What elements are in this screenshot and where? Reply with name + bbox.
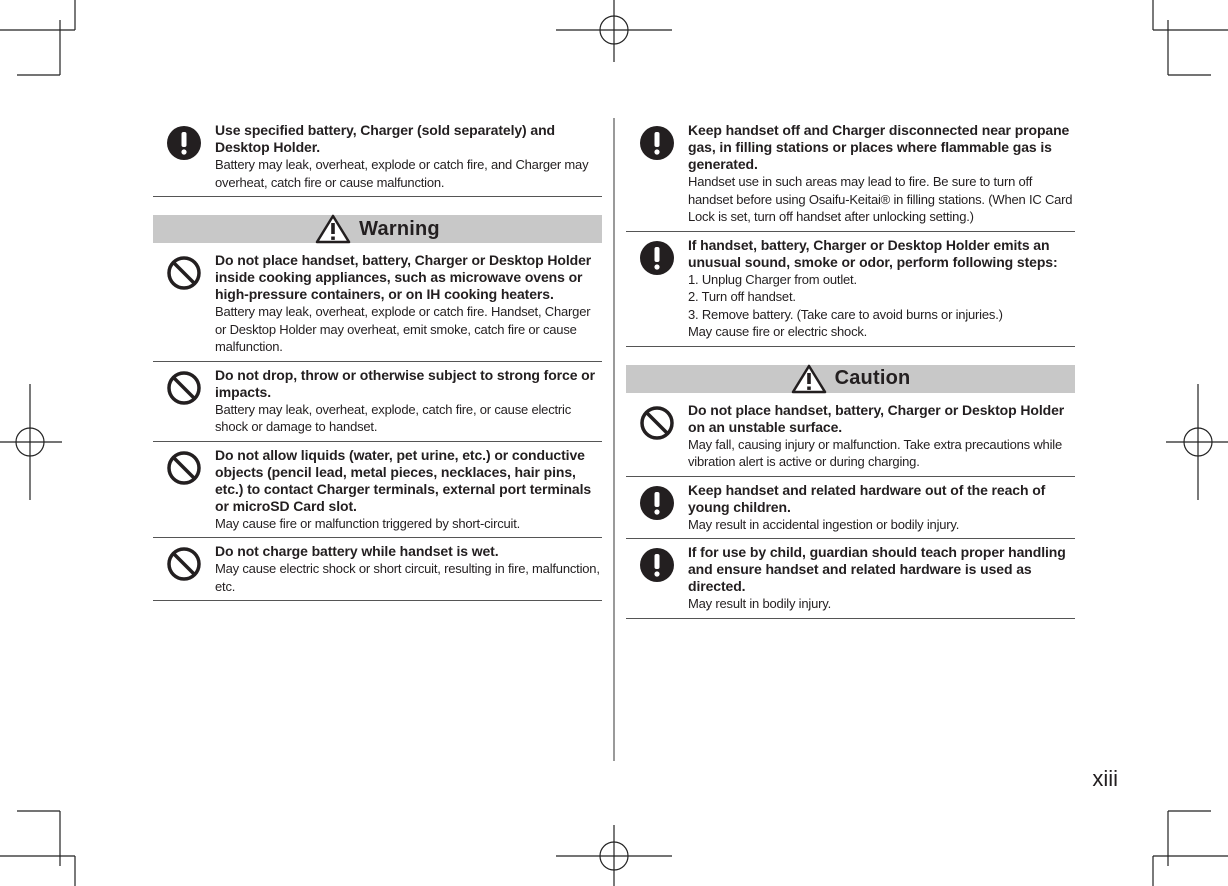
entry-body: May result in bodily injury. — [688, 596, 831, 611]
entry-title: Keep handset and related hardware out of the reach of young children. — [688, 481, 1046, 515]
prohibited-icon — [167, 256, 201, 290]
entry-title: Do not allow liquids (water, pet urine, etc.) or conductive objects (pencil lead, metal pieces, necklaces, hair pins, etc.) to contact Charger terminals, external port terminals or microSD Card slot. — [215, 446, 592, 514]
safety-entry — [153, 538, 602, 601]
safety-entry — [153, 117, 602, 197]
banner-title: Warning — [359, 217, 440, 240]
warning-triangle-icon — [315, 214, 351, 244]
column-divider — [613, 118, 615, 761]
entry-title: Do not drop, throw or otherwise subject to strong force or impacts. — [215, 366, 595, 400]
prohibited-icon — [640, 406, 674, 440]
warning-banner — [153, 215, 602, 243]
safety-entry — [153, 442, 602, 539]
page-number: xiii — [1092, 766, 1118, 791]
mandatory-icon — [640, 548, 674, 582]
safety-entry — [153, 247, 602, 362]
entry-body: May result in accidental ingestion or bodily injury. — [688, 516, 960, 532]
entry-title: Keep handset off and Charger disconnected near propane gas, in filling stations or places where flammable gas is generated. — [688, 122, 1070, 172]
mandatory-icon — [640, 486, 674, 520]
safety-entry — [626, 539, 1075, 619]
entry-title: Do not place handset, battery, Charger or Desktop Holder inside cooking appliances, such as microwave ovens or high-pressure containers, or on IH cooking heaters. — [215, 252, 592, 302]
right-column — [626, 117, 1075, 619]
prohibited-icon — [167, 451, 201, 485]
mandatory-icon — [640, 126, 674, 160]
step-item: 1. Unplug Charger from outlet. — [688, 271, 857, 287]
safety-entry — [153, 362, 602, 442]
entry-body: Battery may leak, overheat, explode or catch fire. Handset, Charger or Desktop Holder may overheat, emit smoke, catch fire or cause malfunction. — [215, 304, 591, 354]
entry-body: Battery may leak, overheat, explode, catch fire, or cause electric shock or damage to handset. — [215, 401, 572, 434]
entry-title: If for use by child, guardian should teach proper handling and ensure handset and related hardware is used as directed. — [688, 544, 1066, 594]
safety-entry — [626, 397, 1075, 477]
banner-title: Caution — [834, 367, 911, 389]
entry-title: Use specified battery, Charger (sold separately) and Desktop Holder. — [215, 122, 555, 155]
entry-body: May cause fire or electric shock. — [688, 324, 868, 339]
prohibited-icon — [167, 371, 201, 405]
entry-body: Battery may leak, overheat, explode or catch fire, and Charger may overheat, catch fire or cause malfunction. — [215, 157, 589, 190]
mandatory-icon — [640, 241, 674, 275]
entry-body: May cause fire or malfunction triggered by short-circuit. — [215, 515, 521, 531]
mandatory-icon — [167, 126, 201, 160]
warning-triangle-icon — [791, 364, 827, 394]
step-item: 2. Turn off handset. — [688, 289, 796, 304]
entry-body: Handset use in such areas may lead to fire. Be sure to turn off handset before using Osaifu-Keitai® in filling stations. (When IC Card Lock is set, turn off handset after unlocking setting.) — [688, 174, 1073, 224]
entry-title: Do not charge battery while handset is wet. — [215, 543, 499, 559]
entry-title: Do not place handset, battery, Charger or Desktop Holder on an unstable surface. — [688, 401, 1065, 435]
prohibited-icon — [167, 547, 201, 581]
safety-entry — [626, 232, 1075, 347]
caution-banner — [626, 365, 1075, 393]
safety-entry — [626, 117, 1075, 232]
step-item: 3. Remove battery. (Take care to avoid burns or injuries.) — [688, 306, 1003, 322]
entry-title: If handset, battery, Charger or Desktop Holder emits an unusual sound, smoke or odor, perform following steps: — [688, 236, 1058, 270]
entry-body: May fall, causing injury or malfunction. Take extra precautions while vibration alert is active or during charging. — [688, 436, 1062, 469]
entry-steps — [688, 271, 1073, 324]
safety-entry — [626, 477, 1075, 540]
entry-body: May cause electric shock or short circuit, resulting in fire, malfunction, etc. — [215, 561, 600, 594]
left-column — [153, 117, 602, 601]
